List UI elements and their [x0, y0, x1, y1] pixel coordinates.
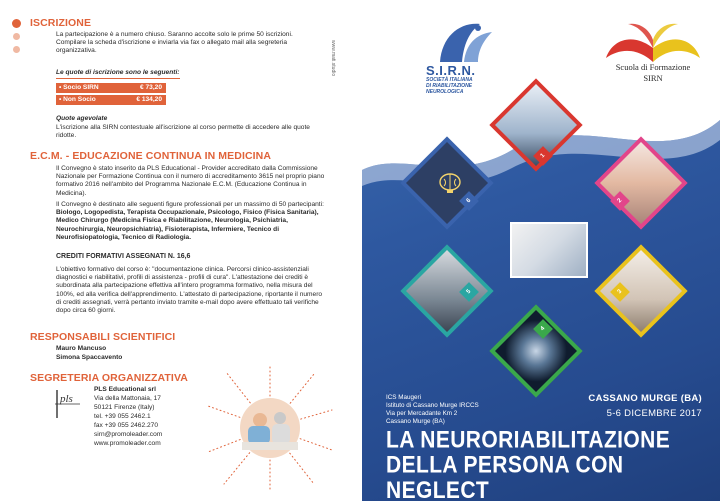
- agevolate-text: L'iscrizione alla SIRN contestuale all'iscrizione al corso permette di accedere alle quote ridotte.: [56, 124, 310, 140]
- event-title-line-2: DELLA PERSONA CON NEGLECT: [386, 451, 624, 501]
- sirn-name: S.I.R.N.: [426, 63, 476, 78]
- cover-panel: [362, 0, 720, 501]
- iscrizione-text: La partecipazione è a numero chiuso. Saranno accolte solo le prime 50 iscrizioni. Compilare la scheda d'iscrizione e inviarla via fax o allegato mail alla segreteria organizzativa.: [56, 31, 293, 55]
- ecm-professions: Biologo, Logopedista, Terapista Occupazionale, Psicologo, Fisico (Fisica Sanitaria), Medico Chirurgo (Medicina Fisica e Riabilitazione, Neurologia, Psichiatria, Neurochirurgia, Neuropsichiatria), Fisioterapista, Infermiere, Tecnico di Neurofisiopatologia, Tecnico di Radiologia.: [56, 209, 319, 241]
- brain-icon: [437, 170, 463, 196]
- responsabile-name: Simona Spaccavento: [56, 354, 123, 361]
- pls-logo: [54, 388, 84, 420]
- fee-amount: € 134,20: [136, 96, 162, 103]
- venue-line-2: Istituto di Cassano Murge IRCCS: [386, 402, 479, 409]
- scuola-line-1: Scuola di Formazione: [615, 62, 691, 72]
- sirn-subtitle-3: NEUROLOGICA: [426, 89, 464, 95]
- scuola-line-2: SIRN: [643, 73, 663, 83]
- crediti-label: CREDITI FORMATIVI ASSEGNATI N. 16,6: [56, 253, 191, 260]
- ecm-heading: E.C.M. - EDUCAZIONE CONTINUA IN MEDICINA: [30, 150, 272, 162]
- ecm-text-1: Il Convegno è stato inserito da PLS Educational - Provider accreditato dalla Commissione Nazionale per Formazione Continua con il numero di accreditamento 3615 nel proprio piano formativo 2016 nell'ambito del Programma Nazionale E.C.M. (Educazione Continua in Medicina).: [56, 165, 325, 197]
- segreteria-website: www.promoleader.com: [94, 440, 161, 447]
- sirn-subtitle-2: DI RIABILITAZIONE: [426, 83, 473, 89]
- photo-card-rehab: [594, 244, 687, 337]
- bullet-dot: [13, 46, 20, 53]
- sirn-subtitle-1: SOCIETÀ ITALIANA: [426, 77, 473, 83]
- venue-line-4: Cassano Murge (BA): [386, 418, 445, 425]
- photo-card-brain-scan: [489, 304, 582, 397]
- bullet-dot: [12, 19, 21, 28]
- card-number-1: 1: [533, 146, 553, 166]
- fees-label: Le quote di iscrizione sono le seguenti:: [56, 69, 180, 76]
- fee-label: • Non Socio: [59, 96, 96, 103]
- ecm-text-2-intro: Il Convegno è destinato alle seguenti figure professionali per un massimo di 50 partecipanti:: [56, 201, 324, 208]
- photo-center-elderly: [510, 222, 588, 278]
- card-number-5: 5: [459, 282, 479, 302]
- photo-card-robot: [400, 244, 493, 337]
- vertical-note: www.mati.studio: [330, 40, 336, 77]
- card-number-3: 3: [610, 282, 630, 302]
- segreteria-heading: SEGRETERIA ORGANIZZATIVA: [30, 372, 188, 384]
- card-number-6: 6: [459, 191, 479, 211]
- segreteria-company: PLS Educational srl: [94, 386, 156, 393]
- event-title-line-1: LA NEURORIABILITAZIONE: [386, 426, 671, 454]
- fee-row-non-socio: [56, 95, 166, 105]
- venue-line-3: Via per Mercadante Km 2: [386, 410, 458, 417]
- sirn-logo: [420, 16, 510, 102]
- bullet-dot: [13, 33, 20, 40]
- segreteria-tel: tel. +39 055 2462.1: [94, 413, 151, 420]
- ecm-text-3: L'obiettivo formativo del corso è: "documentazione clinica. Percorsi clinico-assistenziali diagnostici e riabilitativi, profili di assistenza - profili di cura". L'attestazione dei crediti è subordinata alla partecipazione effettiva all'intero programma formativo, nella misura del 100%, ed alla verifica dell'apprendimento. L'attestato di partecipazione, riportante il numero di crediti assegnati, verrà pertanto inviato tramite e-mail dopo avere effettuato tali verifiche dopo circa 60 giorni.: [56, 266, 323, 315]
- segreteria-fax: fax +39 055 2462.270: [94, 422, 158, 429]
- scuola-logo: [598, 18, 708, 94]
- segreteria-city: 50121 Firenze (Italy): [94, 404, 155, 411]
- event-dates: 5-6 DICEMBRE 2017: [606, 408, 702, 419]
- fee-amount: € 73,20: [140, 84, 162, 91]
- segreteria-email: sirn@promoleader.com: [94, 431, 163, 438]
- fee-row-socio: [56, 83, 166, 93]
- photo-starburst: [204, 362, 336, 494]
- fees-underline: [56, 78, 180, 79]
- ecm-text-2: [56, 201, 328, 242]
- responsabili-heading: RESPONSABILI SCIENTIFICI: [30, 331, 176, 343]
- event-city: CASSANO MURGE (BA): [588, 393, 702, 404]
- segreteria-address: Via della Mattonaia, 17: [94, 395, 161, 402]
- iscrizione-heading: ISCRIZIONE: [30, 17, 92, 29]
- card-number-2: 2: [610, 191, 630, 211]
- pls-logo-text: pls: [60, 393, 73, 405]
- responsabile-name: Mauro Mancuso: [56, 345, 107, 352]
- card-number-4: 4: [533, 319, 553, 339]
- agevolate-label: Quote agevolate: [56, 115, 108, 122]
- venue-line-1: ICS Maugeri: [386, 394, 421, 401]
- fee-label: • Socio SIRN: [59, 84, 99, 91]
